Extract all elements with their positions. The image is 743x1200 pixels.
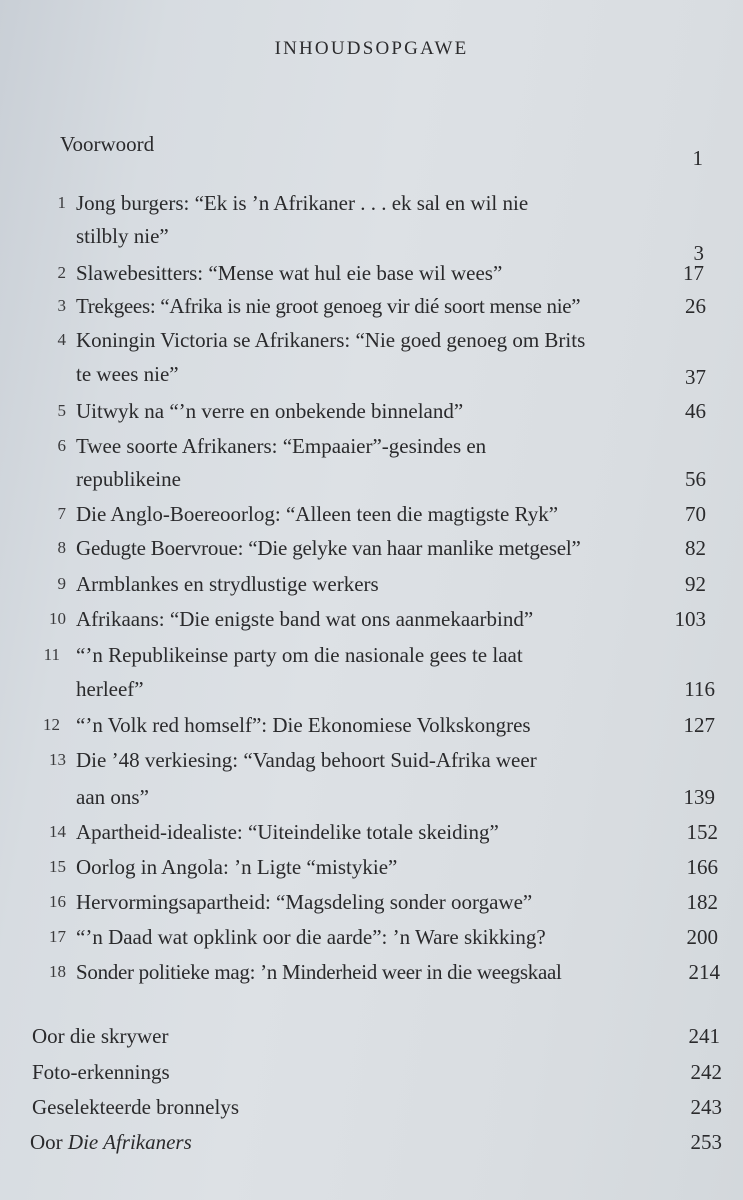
toc-entry-page: 116 — [684, 677, 715, 701]
toc-entry-title-continued: stilbly nie” — [76, 224, 169, 248]
toc-entry-title: Afrikaans: “Die enigste band wat ons aanmekaarbind” — [76, 607, 534, 631]
toc-entry-title-continued: herleef” — [76, 677, 144, 701]
toc-entry-page: 139 — [683, 785, 715, 809]
chapter-number: 15 — [49, 857, 66, 876]
toc-entry-title: Foto-erkennings — [32, 1060, 170, 1084]
toc-entry-title: Voorwoord — [60, 132, 155, 156]
toc-entry-title: Apartheid-idealiste: “Uiteindelike totale skeiding” — [76, 820, 499, 844]
chapter-number: 1 — [57, 193, 66, 212]
toc-entry-title: Hervormingsapartheid: “Magsdeling sonder oorgawe” — [76, 890, 533, 914]
toc-entry-title: Uitwyk na “’n verre en onbekende binneland” — [76, 399, 464, 423]
toc-entry-page: 26 — [685, 294, 706, 318]
toc-entry-page: 82 — [685, 536, 706, 560]
toc-entry-page: 253 — [690, 1130, 722, 1154]
toc-entry-title: Twee soorte Afrikaners: “Empaaier”-gesindes en — [76, 434, 487, 458]
chapter-number: 13 — [49, 750, 66, 769]
toc-entry-title: Gedugte Boervroue: “Die gelyke van haar manlike metgesel” — [76, 536, 581, 560]
toc-entry-title: Armblankes en strydlustige werkers — [76, 572, 379, 596]
chapter-number: 8 — [57, 538, 66, 557]
toc-entry-page: 214 — [688, 960, 720, 984]
toc-entry-page: 37 — [685, 365, 706, 389]
toc-entry-page: 200 — [686, 925, 718, 949]
toc-entry-page: 166 — [686, 855, 718, 879]
chapter-number: 17 — [49, 927, 66, 946]
toc-entry-page: 242 — [690, 1060, 722, 1084]
toc-entry-title: Jong burgers: “Ek is ’n Afrikaner . . . ek sal en wil nie — [76, 191, 529, 215]
toc-entry-title: Die ’48 verkiesing: “Vandag behoort Suid-Afrika weer — [76, 748, 537, 772]
toc-entry-title: “’n Republikeinse party om die nasionale gees te laat — [76, 643, 523, 667]
toc-entry-title: Slawebesitters: “Mense wat hul eie base wil wees” — [76, 261, 503, 285]
toc-entry-title: Geselekteerde bronnelys — [32, 1095, 239, 1119]
toc-entry-title-continued: republikeine — [76, 467, 181, 491]
chapter-number: 18 — [49, 962, 66, 981]
chapter-number: 3 — [57, 296, 66, 315]
toc-entry-page: 127 — [683, 713, 715, 737]
toc-entry-page: 56 — [685, 467, 706, 491]
chapter-number: 7 — [57, 504, 66, 523]
toc-entry-title: Oorlog in Angola: ’n Ligte “mistykie” — [76, 855, 398, 879]
toc-entry-page: 17 — [683, 261, 704, 285]
chapter-number: 6 — [57, 436, 66, 455]
toc-entry-page: 243 — [690, 1095, 722, 1119]
toc-entry-page: 70 — [685, 502, 706, 526]
toc-entry-title: Sonder politieke mag: ’n Minderheid weer in die weegskaal — [76, 960, 562, 984]
toc-entry-title: Trekgees: “Afrika is nie groot genoeg vir dié soort mense nie” — [76, 294, 581, 318]
toc-entry-title: Koningin Victoria se Afrikaners: “Nie goed genoeg om Brits — [76, 328, 586, 352]
toc-entry-page: 103 — [674, 607, 706, 631]
toc-entry-title: “’n Volk red homself”: Die Ekonomiese Volkskongres — [76, 713, 531, 737]
toc-entry-page: 3 — [693, 241, 704, 265]
chapter-number: 12 — [43, 715, 60, 734]
title-prefix: Oor — [30, 1130, 68, 1154]
toc-entry-page: 1 — [692, 146, 703, 170]
toc-entry-title: Oor die skrywer — [32, 1024, 169, 1048]
page-title: INHOUDSOPGAWE — [274, 38, 469, 59]
toc-entry-page: 46 — [685, 399, 706, 423]
toc-entry-title: Die Anglo-Boereoorlog: “Alleen teen die magtigste Ryk” — [76, 502, 559, 526]
toc-entry-page: 182 — [686, 890, 718, 914]
toc-entry-page: 92 — [685, 572, 706, 596]
toc-entry-title: “’n Daad wat opklink oor die aarde”: ’n Ware skikking? — [76, 925, 546, 949]
chapter-number: 4 — [57, 330, 66, 349]
toc-entry-title-continued: aan ons” — [76, 785, 149, 809]
toc-entry-title-continued: te wees nie” — [76, 362, 179, 386]
chapter-number: 9 — [57, 574, 66, 593]
chapter-number: 10 — [49, 609, 66, 628]
chapter-number: 5 — [57, 401, 66, 420]
book-title-italic: Die Afrikaners — [67, 1130, 192, 1154]
toc-entry-page: 152 — [686, 820, 718, 844]
toc-entry-page: 241 — [688, 1024, 720, 1048]
chapter-number: 14 — [49, 822, 66, 841]
chapter-number: 2 — [57, 263, 66, 282]
chapter-number: 16 — [49, 892, 66, 911]
chapter-number: 11 — [43, 645, 60, 664]
toc-entry-title — [30, 1125, 192, 1159]
